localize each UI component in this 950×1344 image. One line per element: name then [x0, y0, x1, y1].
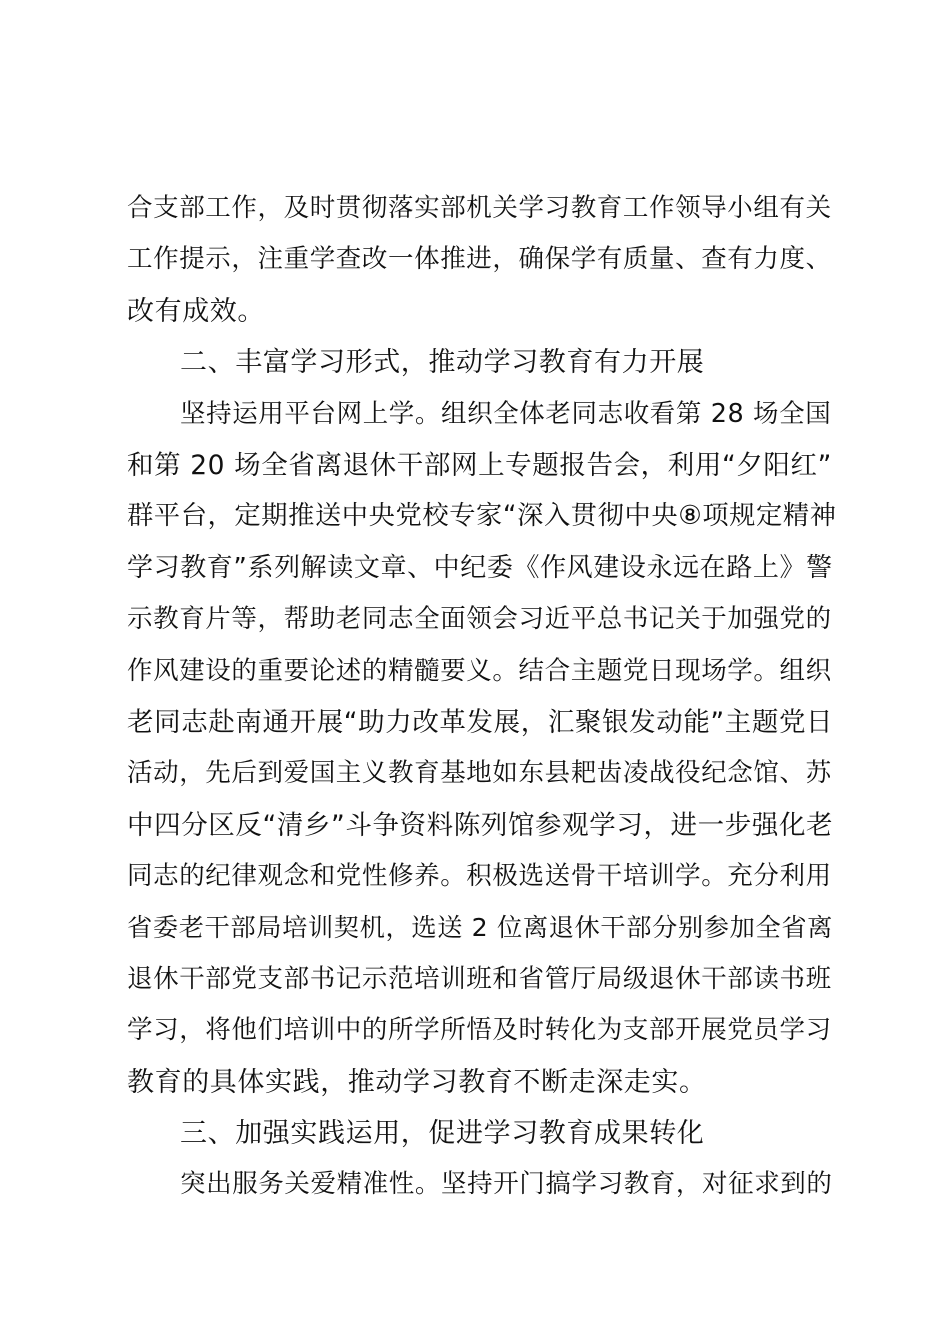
text-line: 学习教育”系列解读文章、中纪委《作风建设永远在路上》警 — [127, 552, 833, 583]
text-line: 老同志赴南通开展“助力改革发展，汇聚银发动能”主题党日 — [127, 706, 834, 738]
text-line: 合支部工作，及时贯彻落实部机关学习教育工作领导小组有关 — [127, 193, 832, 223]
text-line: 群平台，定期推送中央党校专家“深入贯彻中央⑧项规定精神 — [127, 501, 837, 532]
text-line: 省委老干部局培训契机，选送 2 位离退休干部分别参加全省离 — [127, 913, 834, 943]
text-line: 退休干部党支部书记示范培训班和省管厅局级退休干部读书班 — [127, 963, 832, 994]
paragraph-first-line: 二、丰富学习形式，推动学习教育有力开展 — [180, 347, 705, 379]
text-line: 学习，将他们培训中的所学所悟及时转化为支部开展党员学习 — [127, 1015, 832, 1046]
paragraph-first-line: 突出服务关爱精准性。坚持开门搞学习教育，对征求到的 — [180, 1169, 833, 1200]
text-line: 改有成效。 — [127, 295, 265, 327]
paragraph-first-line: 三、加强实践运用，促进学习教育成果转化 — [180, 1118, 705, 1150]
text-line: 教育的具体实践，推动学习教育不断走深走实。 — [127, 1066, 707, 1098]
text-line: 活动，先后到爱国主义教育基地如东县耙齿凌战役纪念馆、苏 — [127, 758, 832, 789]
text-line: 中四分区反“清乡”斗争资料陈列馆参观学习，进一步强化老 — [127, 809, 834, 841]
document-body — [127, 183, 837, 1211]
text-line: 同志的纪律观念和党性修养。积极选送骨干培训学。充分利用 — [127, 861, 832, 892]
text-line: 作风建设的重要论述的精髓要义。结合主题党日现场学。组织 — [127, 655, 832, 686]
text-line: 工作提示，注重学查改一体推进，确保学有质量、查有力度、 — [127, 244, 832, 275]
paragraph-first-line: 坚持运用平台网上学。组织全体老同志收看第 28 场全国 — [180, 398, 832, 429]
text-line: 示教育片等，帮助老同志全面领会习近平总书记关于加强党的 — [127, 604, 832, 635]
text-line: 和第 20 场全省离退休干部网上专题报告会，利用“夕阳红” — [127, 449, 832, 481]
